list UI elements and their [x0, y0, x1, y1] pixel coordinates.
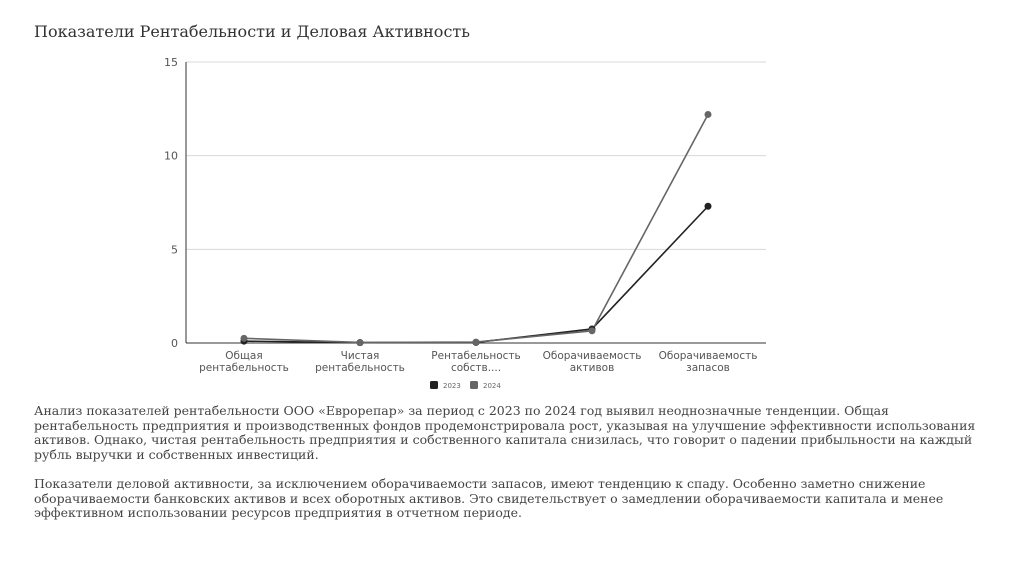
- analysis-paragraph-activity: Показатели деловой активности, за исключением оборачиваемости запасов, имеют тенденцию к спаду. Особенно заметно снижение оборачиваемости банковских активов и всех оборотных активов. Это свидетельствует о замедлении оборачиваемости капитала и менее эффективном использовании ресурсов предприятия в отчетном периоде.: [34, 476, 944, 520]
- legend-swatch-2024: [470, 381, 478, 389]
- chart-series-points: [241, 111, 712, 346]
- chart-legend: [430, 381, 501, 390]
- analysis-paragraph-profitability: Анализ показателей рентабельности ООО «Еврорепар» за период с 2023 по 2024 год выявил неоднозначные тенденции. Общая рентабельность предприятия и производственных фондов продемонстрировала рост, указывая на улучшение эффективности использования активов. Однако, чистая рентабельность предприятия и собственного капитала снизилась, что говорит о падении прибыльности на каждый рубль выручки и собственных инвестиций.: [34, 403, 976, 462]
- page-title: Показатели Рентабельности и Деловая Активность: [34, 22, 470, 41]
- y-tick-labels: [164, 56, 178, 350]
- data-point-2024: [241, 335, 248, 342]
- data-point-2024: [589, 327, 596, 334]
- x-tick-label: Оборачиваемость: [542, 350, 642, 362]
- legend-label: 2024: [483, 382, 501, 390]
- x-tick-label: Чистая: [340, 350, 380, 362]
- chart-axes: [186, 62, 766, 343]
- x-tick-label: активов: [569, 362, 615, 374]
- series-line-2024: [244, 114, 708, 342]
- legend-label: 2023: [443, 382, 461, 390]
- data-point-2024: [705, 111, 712, 118]
- x-tick-label: Оборачиваемость: [658, 350, 758, 362]
- y-tick-label: 15: [164, 56, 178, 69]
- y-tick-label: 5: [171, 243, 178, 257]
- y-tick-label: 0: [171, 337, 178, 350]
- x-tick-label: рентабельность: [315, 362, 405, 374]
- data-point-2023: [705, 203, 712, 210]
- data-point-2024: [473, 339, 480, 346]
- x-tick-labels: [199, 350, 757, 374]
- x-tick-label: Рентабельность: [431, 350, 521, 362]
- x-tick-label: Общая: [225, 350, 263, 362]
- chart-series-lines: [244, 114, 708, 342]
- series-line-2023: [244, 206, 708, 342]
- chart-gridlines: [186, 62, 766, 249]
- data-point-2024: [357, 339, 364, 346]
- x-tick-label: собств....: [450, 362, 502, 374]
- x-tick-label: запасов: [686, 362, 730, 374]
- y-tick-label: 10: [164, 149, 178, 163]
- legend-swatch-2023: [430, 381, 438, 389]
- x-tick-label: рентабельность: [199, 362, 289, 374]
